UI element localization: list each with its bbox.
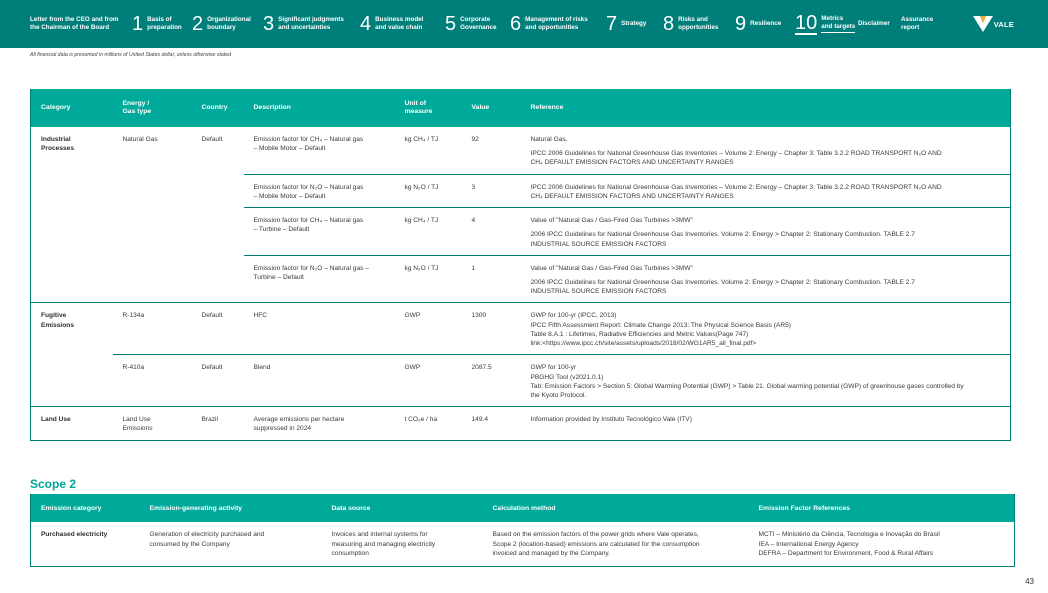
- nav-label-line2: and targets: [821, 23, 856, 30]
- nav-item-corporate-governance[interactable]: [445, 0, 497, 48]
- category-line1: Industrial: [41, 136, 71, 143]
- unit-cell: kg N₂O / TJ: [395, 174, 462, 207]
- activity-line1: Generation of electricity purchased and: [149, 531, 265, 538]
- page-number: 43: [1025, 577, 1034, 586]
- description-line2: suppressed in 2024: [253, 425, 312, 433]
- data-source-line1: Invoices and internal systems for: [331, 531, 428, 538]
- nav-label-line2: the Chairman of the Board: [30, 24, 110, 31]
- description-line1: Emission factor for CH₄ – Natural gas: [253, 217, 364, 225]
- reference-cell: [521, 355, 1011, 407]
- header-unit-line1: Unit of: [404, 99, 427, 107]
- method-line3: invoiced and managed by the Company.: [492, 550, 611, 558]
- category-cell: [31, 127, 113, 303]
- nav-label-line1: Organizational: [207, 16, 251, 24]
- header-energy-line1: Energy /: [122, 99, 150, 107]
- reference-line3: INDUSTRIAL SOURCE EMISSION FACTORS: [530, 240, 667, 248]
- nav-number: 8: [663, 13, 675, 35]
- reference-line1: GWP for 100-yr: [530, 364, 577, 372]
- nav-number: 3: [263, 13, 275, 35]
- activity-line2: consumed by the Company: [149, 540, 230, 548]
- energy-cell: R-134a: [113, 303, 192, 355]
- nav-label-line2: and uncertainties: [278, 24, 331, 31]
- reference-cell: [521, 208, 1011, 256]
- nav-item-resilience[interactable]: [735, 0, 781, 48]
- vale-logo-icon: [973, 16, 993, 32]
- header-energy-line2: Gas type: [122, 108, 152, 115]
- reference-line4[interactable]: link:<https://www.ipcc.ch/site/assets/uploads/2018/02/WG1AR5_all_final.pdf>: [530, 340, 757, 348]
- reference-cell: [521, 303, 1011, 355]
- energy-cell: Natural Gas: [113, 127, 192, 303]
- header-data-source: Data source: [322, 494, 483, 522]
- nav-label-line2: Governance: [460, 24, 497, 31]
- nav-item-strategy[interactable]: [606, 0, 646, 48]
- method-line1: Based on the emission factors of the power grids where Vale operates,: [492, 531, 699, 538]
- nav-number: 9: [735, 13, 747, 35]
- unit-cell: GWP: [395, 355, 462, 407]
- emission-category-cell: Purchased electricity: [41, 531, 108, 538]
- reference-line2: PBGHG Tool (v2021.0.1): [530, 373, 604, 381]
- emission-factors-table: [30, 89, 1011, 441]
- description-line1: Emission factor for N₂O – Natural gas –: [253, 264, 369, 272]
- nav-label-line1: Assurance: [901, 16, 934, 24]
- header-country: Country: [192, 89, 244, 127]
- value-cell: 149.4: [462, 407, 521, 440]
- reference-line1: IPCC 2006 Guidelines for National Greenhouse Gas Inventories – Volume 2: Energy – Chapter 3: Table 3.2.2 ROAD TRANSPORT N₂O AND: [530, 183, 942, 191]
- description-cell: Blend: [244, 355, 395, 407]
- data-source-line2: measuring and managing electricity: [331, 540, 436, 548]
- reference-cell: [521, 255, 1011, 303]
- nav-item-metrics-and-targets[interactable]: [795, 0, 855, 48]
- refs-line1: MCTI – Ministério da Ciência, Tecnologia e Inovação do Brasil: [758, 531, 940, 538]
- refs-line2: IEA – International Energy Agency: [758, 540, 859, 548]
- nav-label-line1: Business model: [375, 16, 424, 24]
- description-cell: [244, 127, 395, 174]
- reference-line4: the Kyoto Protocol.: [530, 391, 587, 399]
- reference-cell: [521, 174, 1011, 207]
- description-line2: – Mobile Motor – Default: [253, 192, 326, 200]
- header-reference: Reference: [521, 89, 1011, 127]
- energy-cell: [113, 407, 192, 440]
- description-cell: [244, 407, 395, 440]
- nav-label-line2: preparation: [147, 24, 182, 31]
- top-navigation-bar: [0, 0, 1048, 48]
- nav-label-line1: Letter from the CEO and from: [30, 16, 119, 24]
- header-emission-factor-references: Emission Factor References: [749, 494, 1015, 522]
- data-source-cell: [322, 522, 483, 566]
- nav-item-disclaimer[interactable]: [858, 0, 890, 48]
- value-cell: 3: [462, 174, 521, 207]
- country-cell: Default: [192, 303, 244, 355]
- country-cell: Brazil: [192, 407, 244, 440]
- reference-line3: CH₄ DEFAULT EMISSION FACTORS AND UNCERTAINTY RANGES: [530, 159, 734, 167]
- nav-label-line1: Corporate: [460, 16, 491, 24]
- nav-label-line1: Disclaimer: [858, 20, 890, 28]
- header-emission-generating-activity: Emission-generating activity: [140, 494, 322, 522]
- category-cell: Land Use: [31, 407, 113, 440]
- reference-line1: Value of "Natural Gas / Gas-Fired Gas Turbines >3MW": [530, 264, 693, 272]
- reference-line3: Table 8.A.1 : Lifetimes, Radiative Efficiencies and Metric Values(Page 747): [530, 330, 749, 338]
- nav-number: 4: [360, 13, 372, 35]
- nav-number: 1: [132, 13, 144, 35]
- nav-label-line1: Resilience: [750, 20, 782, 28]
- description-cell: [244, 174, 395, 207]
- reference-cell: [521, 127, 1011, 174]
- reference-cell: Information provided by Instituto Tecnológico Vale (ITV): [521, 407, 1011, 440]
- header-energy-gas-type: [113, 89, 192, 127]
- country-cell: Default: [192, 355, 244, 407]
- nav-item-assurance-report[interactable]: [901, 0, 933, 48]
- reference-line1: Natural Gas.: [530, 136, 568, 143]
- reference-line1: GWP for 100-yr (IPCC, 2013): [530, 312, 617, 320]
- nav-label-line1: Risks and: [678, 16, 708, 24]
- value-cell: 1300: [462, 303, 521, 355]
- nav-item-business-model[interactable]: [360, 0, 423, 48]
- nav-number: 6: [510, 13, 522, 35]
- reference-line2: IPCC Fifth Assessment Report: Climate Change 2013: The Physical Science Basis (AR5): [530, 321, 791, 329]
- header-category: Category: [31, 89, 113, 127]
- unit-cell: kg CH₄ / TJ: [395, 127, 462, 174]
- nav-number: 2: [192, 13, 204, 35]
- scope-2-table: [30, 494, 1015, 567]
- nav-label-line1: Metrics: [821, 15, 844, 23]
- category-line1: Fugitive: [41, 312, 67, 320]
- value-cell: 2087.5: [462, 355, 521, 407]
- nav-label-line1: Significant judgments: [278, 16, 344, 24]
- nav-label-line1: Strategy: [621, 20, 647, 28]
- reference-line3: INDUSTRIAL SOURCE EMISSION FACTORS: [530, 288, 667, 296]
- nav-item-basis-of-preparation[interactable]: [132, 0, 182, 48]
- nav-number: 5: [445, 13, 457, 35]
- energy-line1: Land Use: [122, 416, 151, 424]
- unit-cell: kg CH₄ / TJ: [395, 208, 462, 256]
- method-line2: Scope 2 (location-based) emissions are calculated for the consumption: [492, 540, 700, 548]
- nav-label-line2: opportunities: [678, 24, 719, 31]
- value-cell: 1: [462, 255, 521, 303]
- nav-label-line1: Management of risks: [525, 16, 588, 24]
- category-line2: Processes: [41, 145, 74, 153]
- value-cell: 4: [462, 208, 521, 256]
- nav-item-risks-and-opportunities[interactable]: [663, 0, 718, 48]
- nav-label-line2: and opportunities: [525, 24, 579, 31]
- table-header-row: [31, 89, 1011, 127]
- nav-item-significant-judgments[interactable]: [263, 0, 344, 48]
- energy-cell: R-410a: [113, 355, 192, 407]
- financial-data-note: All financial data is presented in millions of United States dollar, unless otherwise stated: [30, 52, 231, 58]
- description-line2: Turbine – Default: [253, 273, 304, 281]
- description-line2: – Turbine – Default: [253, 226, 310, 234]
- nav-label-line1: Basis of: [147, 16, 172, 24]
- table-row: [31, 407, 1011, 440]
- header-description: Description: [244, 89, 395, 127]
- reference-line3: Tab: Emission Factors > Section 5: Global Warming Potential (GWP) > Table 21. Global warming potential (GWP) of greenhouse gases controlled by: [530, 382, 964, 390]
- nav-item-management-of-risks[interactable]: [510, 0, 588, 48]
- description-cell: HFC: [244, 303, 395, 355]
- table-row: [31, 127, 1011, 174]
- category-line2: Emissions: [41, 321, 74, 329]
- energy-line2: Emissions: [122, 425, 153, 433]
- description-line1: Average emissions per hectare: [253, 416, 345, 424]
- description-line1: Emission factor for N₂O – Natural gas: [253, 183, 364, 191]
- unit-cell: t CO₂e / ha: [395, 407, 462, 440]
- description-cell: [244, 255, 395, 303]
- category-cell: [31, 303, 113, 407]
- calculation-method-cell: [483, 522, 749, 566]
- reference-line2: CH₄ DEFAULT EMISSION FACTORS AND UNCERTAINTY RANGES: [530, 192, 734, 200]
- header-value: Value: [462, 89, 521, 127]
- unit-cell: GWP: [395, 303, 462, 355]
- header-unit-line2: measure: [404, 108, 433, 115]
- nav-number: 7: [606, 13, 618, 35]
- scope-2-heading: Scope 2: [30, 477, 77, 491]
- header-calculation-method: Calculation method: [483, 494, 749, 522]
- table-row: [31, 522, 1015, 566]
- nav-item-organizational-boundary[interactable]: [192, 0, 251, 48]
- table-row: [31, 303, 1011, 355]
- reference-line2: 2006 IPCC Guidelines for National Greenhouse Gas Inventories. Volume 2: Energy > Chapter 2: Stationary Combustion. TABLE 2.7: [530, 231, 915, 239]
- nav-number-active: 10: [795, 12, 818, 34]
- reference-line1: Value of "Natural Gas / Gas-Fired Gas Turbines >3MW": [530, 217, 693, 225]
- description-cell: [244, 208, 395, 256]
- table-header-row: [31, 494, 1015, 522]
- data-source-line3: consumption: [331, 550, 369, 558]
- unit-cell: kg N₂O / TJ: [395, 255, 462, 303]
- nav-label-line2: and value chain: [375, 24, 423, 31]
- reference-line2: IPCC 2006 Guidelines for National Greenhouse Gas Inventories – Volume 2: Energy – Chapter 3: Table 3.2.2 ROAD TRANSPORT N₂O AND: [530, 150, 942, 158]
- refs-line3: DEFRA – Department for Environment, Food & Rural Affairs: [758, 550, 934, 558]
- table-row: [31, 355, 1011, 407]
- activity-cell: [140, 522, 322, 566]
- value-cell: 92: [462, 127, 521, 174]
- nav-label-line2: report: [901, 24, 920, 31]
- vale-logo[interactable]: [973, 15, 1014, 33]
- reference-line2: 2006 IPCC Guidelines for National Greenhouse Gas Inventories. Volume 2: Energy > Chapter 2: Stationary Combustion. TABLE 2.7: [530, 278, 915, 286]
- emission-factor-references-cell: [749, 522, 1015, 566]
- country-cell: Default: [192, 127, 244, 303]
- description-line2: – Mobile Motor – Default: [253, 145, 326, 153]
- header-unit-of-measure: [395, 89, 462, 127]
- vale-logo-text: VALE: [993, 19, 1014, 29]
- nav-item-letter[interactable]: [30, 0, 119, 48]
- header-emission-category: Emission category: [31, 494, 140, 522]
- description-line1: Emission factor for CH₄ – Natural gas: [253, 136, 364, 143]
- nav-label-line2: boundary: [207, 24, 236, 31]
